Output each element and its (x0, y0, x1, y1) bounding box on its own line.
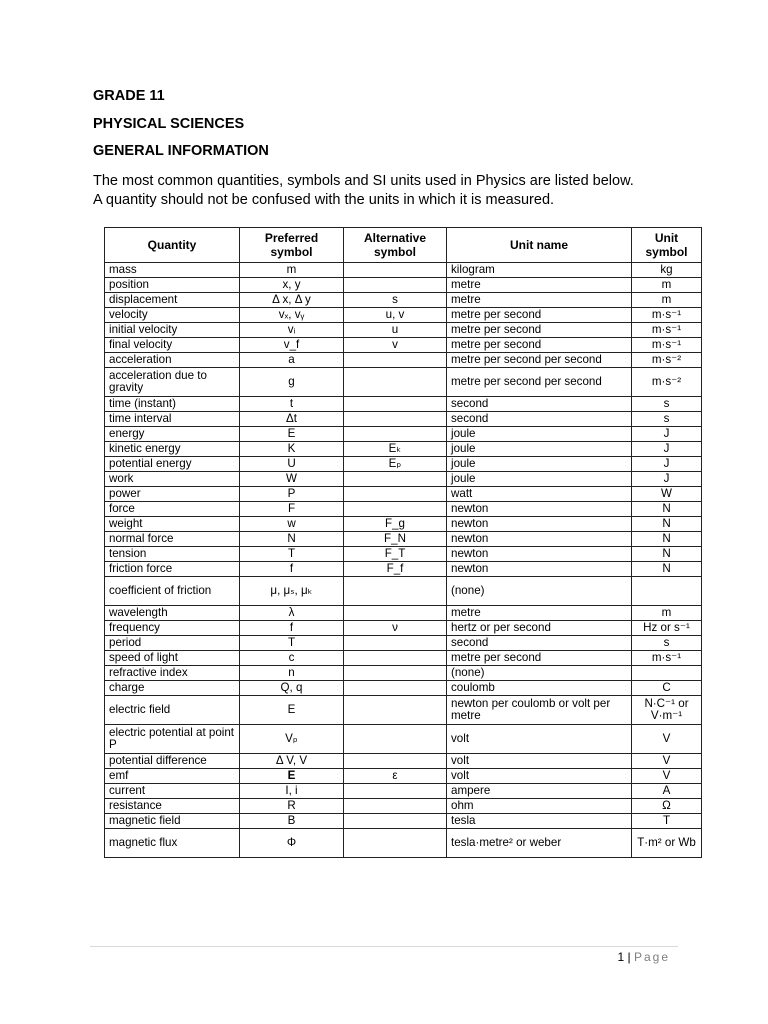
cell-preferred-symbol: μ, μₛ, μₖ (240, 577, 344, 606)
cell-unit-symbol: s (632, 397, 702, 412)
cell-alternative-symbol (344, 353, 447, 368)
cell-unit-symbol: m (632, 606, 702, 621)
cell-alternative-symbol: Eₚ (344, 457, 447, 472)
cell-unit-symbol: m·s⁻¹ (632, 338, 702, 353)
cell-unit-symbol: m·s⁻¹ (632, 651, 702, 666)
cell-preferred-symbol: F (240, 502, 344, 517)
cell-unit-symbol: m (632, 293, 702, 308)
header-unit-name: Unit name (447, 228, 632, 263)
cell-alternative-symbol: u (344, 323, 447, 338)
cell-unit-name: second (447, 397, 632, 412)
cell-alternative-symbol (344, 681, 447, 696)
cell-alternative-symbol (344, 278, 447, 293)
cell-unit-symbol: s (632, 636, 702, 651)
cell-alternative-symbol (344, 368, 447, 397)
cell-unit-name: hertz or per second (447, 621, 632, 636)
cell-unit-name: newton (447, 517, 632, 532)
table-body (105, 263, 702, 858)
cell-quantity: speed of light (105, 651, 240, 666)
cell-alternative-symbol: v (344, 338, 447, 353)
cell-alternative-symbol (344, 577, 447, 606)
cell-unit-name: metre per second (447, 338, 632, 353)
cell-quantity: resistance (105, 799, 240, 814)
cell-unit-symbol: V (632, 725, 702, 754)
intro-line-1: The most common quantities, symbols and SI units used in Physics are listed below. (93, 173, 634, 189)
table-row (105, 278, 702, 293)
cell-unit-name: second (447, 636, 632, 651)
cell-unit-name: joule (447, 442, 632, 457)
table-row (105, 293, 702, 308)
table-row (105, 353, 702, 368)
cell-quantity: wavelength (105, 606, 240, 621)
cell-unit-name: newton (447, 562, 632, 577)
subject-heading: PHYSICAL SCIENCES (93, 116, 245, 132)
cell-unit-symbol: m·s⁻¹ (632, 308, 702, 323)
cell-quantity: power (105, 487, 240, 502)
cell-preferred-symbol: N (240, 532, 344, 547)
cell-unit-symbol: T·m² or Wb (632, 829, 702, 858)
cell-preferred-symbol: v_f (240, 338, 344, 353)
cell-alternative-symbol (344, 502, 447, 517)
cell-unit-name: newton (447, 532, 632, 547)
cell-unit-name: newton (447, 502, 632, 517)
table-row (105, 769, 702, 784)
cell-preferred-symbol: Δ x, Δ y (240, 293, 344, 308)
cell-preferred-symbol: T (240, 636, 344, 651)
cell-preferred-symbol: vᵢ (240, 323, 344, 338)
section-heading: GENERAL INFORMATION (93, 143, 269, 159)
cell-preferred-symbol: m (240, 263, 344, 278)
cell-preferred-symbol: x, y (240, 278, 344, 293)
cell-quantity: kinetic energy (105, 442, 240, 457)
cell-alternative-symbol: ν (344, 621, 447, 636)
cell-preferred-symbol: c (240, 651, 344, 666)
cell-unit-symbol: J (632, 457, 702, 472)
cell-quantity: displacement (105, 293, 240, 308)
cell-preferred-symbol: R (240, 799, 344, 814)
table-row (105, 754, 702, 769)
cell-alternative-symbol (344, 397, 447, 412)
cell-alternative-symbol (344, 427, 447, 442)
cell-unit-symbol: J (632, 472, 702, 487)
table-row (105, 666, 702, 681)
table-row (105, 562, 702, 577)
cell-quantity: mass (105, 263, 240, 278)
cell-unit-symbol: W (632, 487, 702, 502)
cell-unit-name: metre per second (447, 651, 632, 666)
cell-preferred-symbol: Vₚ (240, 725, 344, 754)
cell-unit-name: watt (447, 487, 632, 502)
cell-preferred-symbol: Δt (240, 412, 344, 427)
header-unit-symbol: Unit symbol (632, 228, 702, 263)
cell-preferred-symbol: T (240, 547, 344, 562)
cell-unit-symbol: N (632, 547, 702, 562)
quantities-table (104, 227, 702, 858)
cell-unit-name: metre per second per second (447, 368, 632, 397)
page-label: Page (633, 950, 670, 964)
cell-quantity: weight (105, 517, 240, 532)
table-row (105, 308, 702, 323)
cell-alternative-symbol (344, 606, 447, 621)
cell-quantity: force (105, 502, 240, 517)
table-row (105, 263, 702, 278)
table-row (105, 636, 702, 651)
cell-alternative-symbol: F_g (344, 517, 447, 532)
cell-quantity: energy (105, 427, 240, 442)
cell-unit-name: metre per second (447, 323, 632, 338)
cell-alternative-symbol: u, v (344, 308, 447, 323)
cell-quantity: initial velocity (105, 323, 240, 338)
cell-quantity: time (instant) (105, 397, 240, 412)
cell-quantity: period (105, 636, 240, 651)
header-alternative-symbol: Alternative symbol (344, 228, 447, 263)
cell-quantity: potential difference (105, 754, 240, 769)
cell-unit-symbol: m·s⁻² (632, 353, 702, 368)
cell-quantity: emf (105, 769, 240, 784)
cell-quantity: friction force (105, 562, 240, 577)
table-row (105, 338, 702, 353)
table-row (105, 621, 702, 636)
table-header-row (105, 228, 702, 263)
cell-alternative-symbol (344, 784, 447, 799)
table-row (105, 696, 702, 725)
cell-preferred-symbol: a (240, 353, 344, 368)
cell-preferred-symbol: f (240, 621, 344, 636)
cell-unit-name: (none) (447, 577, 632, 606)
cell-alternative-symbol (344, 263, 447, 278)
header-quantity: Quantity (105, 228, 240, 263)
cell-quantity: frequency (105, 621, 240, 636)
table-row (105, 829, 702, 858)
cell-unit-symbol: Hz or s⁻¹ (632, 621, 702, 636)
table-row (105, 606, 702, 621)
intro-line-2: A quantity should not be confused with the units in which it is measured. (93, 191, 555, 208)
cell-unit-name: metre per second (447, 308, 632, 323)
cell-unit-symbol: A (632, 784, 702, 799)
cell-unit-symbol: V (632, 769, 702, 784)
cell-quantity: charge (105, 681, 240, 696)
table-row (105, 427, 702, 442)
table-row (105, 323, 702, 338)
cell-quantity: acceleration due to gravity (105, 368, 240, 397)
cell-unit-symbol: N (632, 532, 702, 547)
cell-unit-symbol: m (632, 278, 702, 293)
table-row (105, 517, 702, 532)
cell-alternative-symbol (344, 725, 447, 754)
cell-preferred-symbol: P (240, 487, 344, 502)
cell-unit-symbol: m·s⁻¹ (632, 323, 702, 338)
table-row (105, 814, 702, 829)
cell-preferred-symbol: U (240, 457, 344, 472)
cell-preferred-symbol: vₓ, vᵧ (240, 308, 344, 323)
cell-alternative-symbol (344, 472, 447, 487)
grade-heading: GRADE 11 (93, 88, 165, 104)
cell-unit-name: volt (447, 725, 632, 754)
table-row (105, 442, 702, 457)
cell-quantity: electric potential at point P (105, 725, 240, 754)
header-preferred-symbol: Preferred symbol (240, 228, 344, 263)
cell-alternative-symbol: Eₖ (344, 442, 447, 457)
page-number: 1 (617, 950, 625, 964)
cell-alternative-symbol (344, 666, 447, 681)
cell-unit-symbol: N (632, 562, 702, 577)
cell-preferred-symbol: Φ (240, 829, 344, 858)
cell-unit-symbol: N (632, 502, 702, 517)
cell-unit-name: joule (447, 427, 632, 442)
cell-alternative-symbol (344, 814, 447, 829)
cell-unit-symbol: T (632, 814, 702, 829)
table-row (105, 502, 702, 517)
cell-unit-symbol: s (632, 412, 702, 427)
cell-unit-symbol: J (632, 427, 702, 442)
cell-unit-name: (none) (447, 666, 632, 681)
cell-unit-name: tesla (447, 814, 632, 829)
cell-unit-name: metre (447, 278, 632, 293)
cell-quantity: current (105, 784, 240, 799)
cell-alternative-symbol (344, 487, 447, 502)
cell-unit-symbol: J (632, 442, 702, 457)
table-row (105, 799, 702, 814)
table-row (105, 547, 702, 562)
cell-quantity: normal force (105, 532, 240, 547)
table-row (105, 472, 702, 487)
table-row (105, 651, 702, 666)
cell-preferred-symbol: Δ V, V (240, 754, 344, 769)
cell-quantity: coefficient of friction (105, 577, 240, 606)
cell-unit-name: ohm (447, 799, 632, 814)
table-row (105, 532, 702, 547)
intro-paragraph (93, 172, 634, 209)
table-row (105, 681, 702, 696)
cell-unit-name: newton (447, 547, 632, 562)
cell-preferred-symbol: E (240, 427, 344, 442)
cell-unit-symbol: N·C⁻¹ or V·m⁻¹ (632, 696, 702, 725)
cell-unit-name: kilogram (447, 263, 632, 278)
table-row (105, 577, 702, 606)
cell-alternative-symbol: F_N (344, 532, 447, 547)
cell-preferred-symbol: w (240, 517, 344, 532)
cell-unit-name: metre (447, 293, 632, 308)
cell-quantity: tension (105, 547, 240, 562)
cell-quantity: velocity (105, 308, 240, 323)
cell-quantity: acceleration (105, 353, 240, 368)
table-row (105, 487, 702, 502)
cell-unit-symbol (632, 577, 702, 606)
cell-preferred-symbol: W (240, 472, 344, 487)
cell-unit-symbol: V (632, 754, 702, 769)
cell-preferred-symbol: g (240, 368, 344, 397)
cell-unit-name: tesla·metre² or weber (447, 829, 632, 858)
cell-quantity: magnetic field (105, 814, 240, 829)
cell-preferred-symbol: n (240, 666, 344, 681)
cell-unit-name: volt (447, 754, 632, 769)
cell-unit-name: joule (447, 457, 632, 472)
cell-alternative-symbol: s (344, 293, 447, 308)
cell-unit-symbol: C (632, 681, 702, 696)
cell-preferred-symbol: E (240, 769, 344, 784)
cell-alternative-symbol (344, 754, 447, 769)
cell-preferred-symbol: f (240, 562, 344, 577)
cell-alternative-symbol (344, 829, 447, 858)
table-row (105, 725, 702, 754)
cell-preferred-symbol: Q, q (240, 681, 344, 696)
cell-unit-symbol: N (632, 517, 702, 532)
cell-alternative-symbol (344, 651, 447, 666)
table-row (105, 412, 702, 427)
cell-unit-name: joule (447, 472, 632, 487)
cell-quantity: electric field (105, 696, 240, 725)
cell-alternative-symbol: F_T (344, 547, 447, 562)
cell-alternative-symbol (344, 412, 447, 427)
cell-quantity: refractive index (105, 666, 240, 681)
cell-unit-name: newton per coulomb or volt per metre (447, 696, 632, 725)
cell-quantity: work (105, 472, 240, 487)
cell-unit-name: metre per second per second (447, 353, 632, 368)
cell-unit-name: coulomb (447, 681, 632, 696)
cell-quantity: potential energy (105, 457, 240, 472)
cell-preferred-symbol: K (240, 442, 344, 457)
cell-quantity: time interval (105, 412, 240, 427)
cell-preferred-symbol: t (240, 397, 344, 412)
table-row (105, 784, 702, 799)
cell-alternative-symbol (344, 799, 447, 814)
cell-preferred-symbol: E (240, 696, 344, 725)
cell-unit-name: second (447, 412, 632, 427)
cell-unit-symbol: m·s⁻² (632, 368, 702, 397)
cell-alternative-symbol: ε (344, 769, 447, 784)
cell-unit-name: metre (447, 606, 632, 621)
cell-preferred-symbol: λ (240, 606, 344, 621)
cell-quantity: final velocity (105, 338, 240, 353)
cell-unit-symbol (632, 666, 702, 681)
table-row (105, 457, 702, 472)
cell-preferred-symbol: B (240, 814, 344, 829)
cell-alternative-symbol: F_f (344, 562, 447, 577)
cell-quantity: position (105, 278, 240, 293)
table-row (105, 397, 702, 412)
cell-unit-name: ampere (447, 784, 632, 799)
cell-unit-symbol: kg (632, 263, 702, 278)
cell-unit-symbol: Ω (632, 799, 702, 814)
cell-alternative-symbol (344, 636, 447, 651)
footer-separator: | (627, 950, 631, 964)
cell-alternative-symbol (344, 696, 447, 725)
footer-divider (90, 946, 678, 947)
cell-preferred-symbol: I, i (240, 784, 344, 799)
cell-unit-name: volt (447, 769, 632, 784)
page-footer (617, 950, 670, 964)
table-row (105, 368, 702, 397)
cell-quantity: magnetic flux (105, 829, 240, 858)
